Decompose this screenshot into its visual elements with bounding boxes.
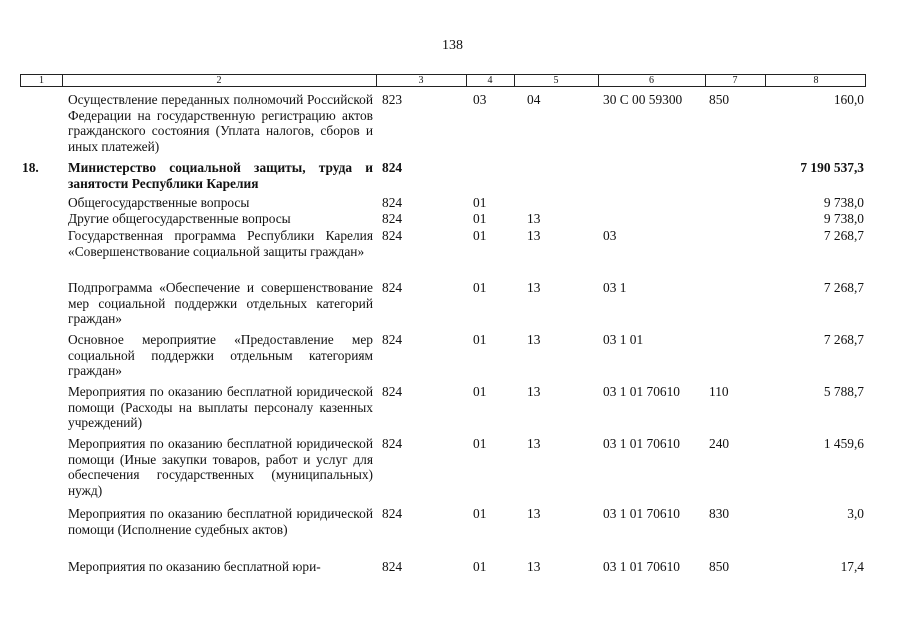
- row-number: 18.: [22, 160, 39, 175]
- header-cell-5: 5: [553, 75, 559, 86]
- amount: 9 738,0: [823, 195, 864, 210]
- table-header-row: [20, 74, 866, 87]
- page-number: 138: [442, 38, 463, 53]
- section-code: 01: [473, 506, 487, 521]
- amount: 5 788,7: [823, 384, 864, 399]
- row-description: Мероприятия по оказанию бесплатной юри-: [68, 559, 321, 574]
- target-article-code: 03 1 01: [603, 332, 644, 347]
- row-description: Осуществление переданных полномочий Российской Федерации на государственную регистрацию актов гражданского состояния (Уплата налогов, сборов и иных платежей): [68, 92, 373, 154]
- section-code: 01: [473, 195, 487, 210]
- target-article-code: 03: [603, 228, 617, 243]
- subsection-code: 13: [527, 384, 541, 399]
- target-article-code: 03 1 01 70610: [603, 384, 680, 399]
- subsection-code: 13: [527, 559, 541, 574]
- ministry-code: 824: [382, 384, 403, 399]
- amount: 3,0: [847, 506, 864, 521]
- target-article-code: 03 1 01 70610: [603, 506, 680, 521]
- amount: 17,4: [840, 559, 864, 574]
- row-description: Мероприятия по оказанию бесплатной юридической помощи (Иные закупки товаров, работ и услуг для обеспечения государственных (муниципальных) нужд): [68, 436, 373, 498]
- ministry-code: 824: [382, 160, 403, 175]
- amount: 9 738,0: [823, 211, 864, 226]
- ministry-code: 823: [382, 92, 403, 107]
- header-cell-3: 3: [418, 75, 424, 86]
- header-cell-2: 2: [216, 75, 222, 86]
- header-cell-4: 4: [487, 75, 493, 86]
- amount: 7 268,7: [823, 228, 864, 243]
- subsection-code: 04: [527, 92, 541, 107]
- amount: 1 459,6: [823, 436, 864, 451]
- row-description: Министерство социальной защиты, труда и занятости Республики Карелия: [68, 160, 373, 191]
- section-code: 03: [473, 92, 487, 107]
- ministry-code: 824: [382, 506, 403, 521]
- expense-type-code: 850: [709, 92, 730, 107]
- section-code: 01: [473, 436, 487, 451]
- subsection-code: 13: [527, 211, 541, 226]
- row-description: Мероприятия по оказанию бесплатной юридической помощи (Расходы на выплаты персоналу казенных учреждений): [68, 384, 373, 431]
- header-cell-6: 6: [649, 75, 654, 86]
- row-description: Основное мероприятие «Предоставление мер социальной поддержки отдельным категориям граждан»: [68, 332, 373, 379]
- header-cell-8: 8: [813, 75, 819, 86]
- target-article-code: 03 1 01 70610: [603, 436, 680, 451]
- amount: 7 268,7: [823, 332, 864, 347]
- row-description: Подпрограмма «Обеспечение и совершенствование мер социальной поддержки отдельных категорий граждан»: [68, 280, 373, 327]
- row-description: Другие общегосударственные вопросы: [68, 211, 291, 226]
- section-code: 01: [473, 559, 487, 574]
- ministry-code: 824: [382, 280, 403, 295]
- section-code: 01: [473, 384, 487, 399]
- amount: 7 190 537,3: [800, 160, 864, 175]
- subsection-code: 13: [527, 436, 541, 451]
- header-cell-1: 1: [39, 75, 44, 86]
- subsection-code: 13: [527, 332, 541, 347]
- ministry-code: 824: [382, 228, 403, 243]
- ministry-code: 824: [382, 436, 403, 451]
- section-code: 01: [473, 211, 487, 226]
- ministry-code: 824: [382, 559, 403, 574]
- target-article-code: 03 1 01 70610: [603, 559, 680, 574]
- target-article-code: 03 1: [603, 280, 627, 295]
- section-code: 01: [473, 332, 487, 347]
- expense-type-code: 830: [709, 506, 730, 521]
- ministry-code: 824: [382, 195, 403, 210]
- amount: 7 268,7: [823, 280, 864, 295]
- target-article-code: 30 С 00 59300: [603, 92, 683, 107]
- ministry-code: 824: [382, 332, 403, 347]
- subsection-code: 13: [527, 280, 541, 295]
- row-description: Государственная программа Республики Карелия «Совершенствование социальной защиты граждан»: [68, 228, 373, 259]
- subsection-code: 13: [527, 506, 541, 521]
- ministry-code: 824: [382, 211, 403, 226]
- section-code: 01: [473, 280, 487, 295]
- subsection-code: 13: [527, 228, 541, 243]
- expense-type-code: 240: [709, 436, 730, 451]
- header-cell-7: 7: [732, 75, 738, 86]
- amount: 160,0: [833, 92, 864, 107]
- expense-type-code: 110: [709, 384, 729, 399]
- expense-type-code: 850: [709, 559, 730, 574]
- row-description: Общегосударственные вопросы: [68, 195, 250, 210]
- section-code: 01: [473, 228, 487, 243]
- row-description: Мероприятия по оказанию бесплатной юридической помощи (Исполнение судебных актов): [68, 506, 373, 537]
